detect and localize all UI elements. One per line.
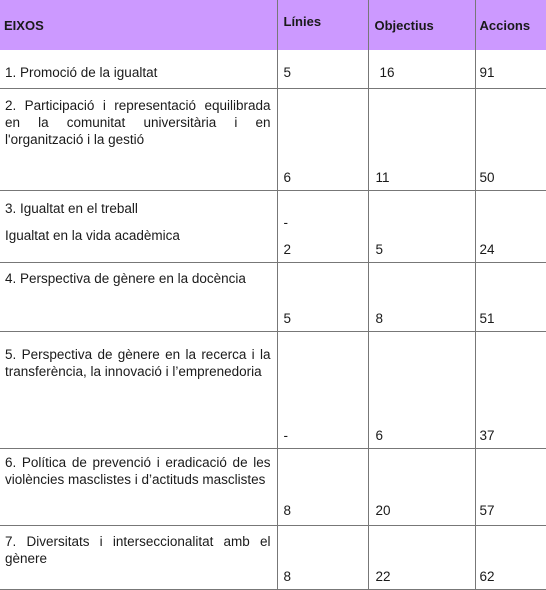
- objectius-cell: 8: [368, 263, 475, 332]
- table-row: [0, 50, 546, 89]
- table-row: [0, 191, 546, 263]
- eix-cell: 7. Diversitats i interseccionalitat amb el gènere: [0, 526, 277, 590]
- table-row: [0, 263, 546, 332]
- table-row: [0, 332, 546, 449]
- objectius-cell: 11: [368, 89, 475, 191]
- linies-cell: 5: [277, 263, 368, 332]
- linies-cell: -: [277, 332, 368, 449]
- accions-cell: 62: [475, 526, 546, 590]
- table-body: [0, 50, 546, 590]
- linies-cell: 8: [277, 526, 368, 590]
- eix-line-b: Igualtat en la vida acadèmica: [5, 228, 180, 243]
- accions-cell: 91: [475, 50, 546, 89]
- eix-line-a: 3. Igualtat en el treball: [5, 201, 138, 216]
- table-row: [0, 449, 546, 526]
- eix-cell: 6. Política de prevenció i eradicació de les violències masclistes i d’actituds masclistes: [0, 449, 277, 526]
- linies-cell: 6: [277, 89, 368, 191]
- objectius-cell: 22: [368, 526, 475, 590]
- eix-cell: 2. Participació i representació equilibrada en la comunitat universitària i en l'organització i la gestió: [0, 89, 277, 191]
- table-row: [0, 89, 546, 191]
- eix-cell: 4. Perspectiva de gènere en la docència: [0, 263, 277, 332]
- objectius-cell: 5: [368, 191, 475, 263]
- header-accions: Accions: [475, 0, 546, 50]
- linies-cell: [277, 191, 368, 263]
- table-row: [0, 526, 546, 590]
- linies-value-b: 2: [283, 242, 292, 257]
- objectius-cell: 6: [368, 332, 475, 449]
- header-eixos: EIXOS: [0, 0, 277, 50]
- header-objectius: Objectius: [368, 0, 475, 50]
- header-linies: Línies: [277, 0, 368, 50]
- eix-cell: 5. Perspectiva de gènere en la recerca i la transferència, la innovació i l’emprenedoria: [0, 332, 277, 449]
- accions-cell: 24: [475, 191, 546, 263]
- accions-cell: 37: [475, 332, 546, 449]
- objectius-cell: 16: [368, 50, 475, 89]
- objectius-cell: 20: [368, 449, 475, 526]
- header-row: [0, 0, 546, 50]
- accions-cell: 50: [475, 89, 546, 191]
- eix-cell: [0, 191, 277, 263]
- linies-cell: 8: [277, 449, 368, 526]
- linies-value-a: -: [283, 215, 288, 230]
- linies-cell: 5: [277, 50, 368, 89]
- accions-cell: 57: [475, 449, 546, 526]
- table-header: [0, 0, 546, 50]
- accions-cell: 51: [475, 263, 546, 332]
- eix-cell: 1. Promoció de la igualtat: [0, 50, 277, 89]
- linies-stack: [284, 214, 362, 258]
